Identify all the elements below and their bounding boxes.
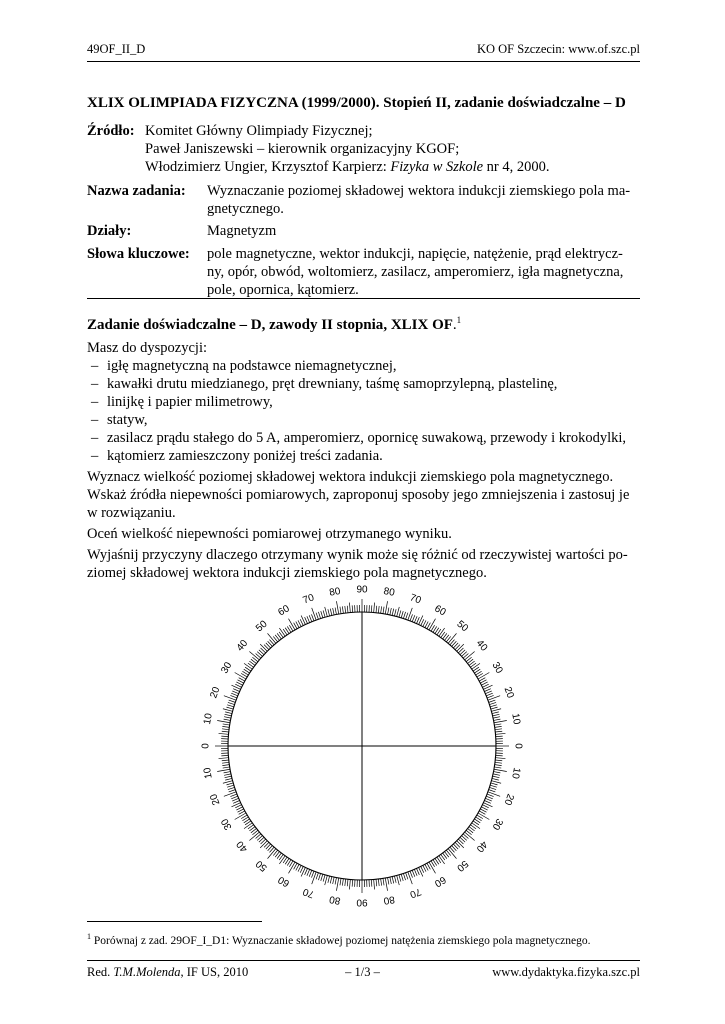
protractor-label: 70 [301, 592, 316, 607]
protractor-tick [494, 720, 507, 722]
protractor-tick [260, 644, 267, 651]
protractor-tick [225, 714, 232, 716]
keywords-line-2: ny, opór, obwód, woltomierz, zasilacz, amperomierz, igła magnetyczna, [207, 264, 624, 280]
protractor-tick [232, 691, 238, 694]
protractor-tick [490, 785, 497, 787]
protractor-label: 80 [328, 585, 342, 599]
footer-divider [87, 960, 640, 961]
protractor-tick [347, 879, 348, 886]
protractor-tick [478, 673, 489, 680]
protractor-tick [472, 823, 480, 829]
protractor-tick [489, 790, 496, 792]
protractor-tick [414, 616, 417, 622]
protractor-tick [336, 601, 338, 614]
protractor-tick [488, 792, 500, 796]
protractor-tick [231, 693, 237, 696]
protractor-tick [312, 872, 316, 884]
protractor-tick [421, 619, 424, 625]
protractor-label: 40 [234, 838, 251, 855]
protractor-tick [227, 705, 234, 707]
footnote-divider [87, 921, 262, 922]
list-item: – statyw, [91, 412, 148, 428]
protractor-tick [394, 876, 396, 883]
protractor-tick [481, 682, 487, 685]
protractor-tick [340, 607, 341, 614]
protractor-tick [235, 673, 246, 680]
protractor-tick [478, 813, 489, 820]
protractor-tick [336, 878, 338, 891]
protractor-tick [392, 877, 394, 884]
protractor-tick [492, 712, 499, 714]
protractor-label: 40 [234, 637, 251, 654]
protractor-tick [342, 879, 343, 886]
protractor-tick [223, 767, 230, 768]
protractor-tick [222, 729, 229, 730]
protractor-label: 30 [489, 816, 505, 832]
protractor-tick [490, 705, 497, 707]
protractor-tick [406, 873, 408, 880]
protractor-tick [226, 783, 233, 785]
protractor-tick [495, 729, 502, 730]
task-name-label: Nazwa zadania: [87, 183, 186, 199]
protractor-tick [491, 781, 501, 784]
protractor-label: 80 [382, 893, 396, 907]
protractor-tick [399, 610, 401, 617]
protractor-tick [410, 871, 413, 878]
protractor-tick [217, 769, 230, 771]
protractor-tick [325, 875, 328, 885]
protractor-tick [495, 726, 502, 727]
protractor-tick [495, 765, 502, 766]
footnote-text: Porównaj z zad. 29OF_I_D1: Wyznaczanie składowej poziomej natężenia ziemskiego pola magnetycznego. [91, 934, 591, 947]
protractor-tick [493, 774, 500, 775]
protractor-label: 90 [356, 584, 368, 596]
protractor-tick [485, 798, 491, 801]
protractor-tick [397, 607, 400, 617]
protractor-tick [492, 778, 499, 780]
protractor-tick [222, 765, 229, 766]
protractor-tick [328, 876, 330, 883]
protractor-tick [345, 606, 346, 613]
protractor-tick [223, 709, 233, 712]
protractor-tick [224, 792, 236, 796]
protractor-tick [423, 620, 426, 626]
protractor-tick [225, 712, 232, 714]
protractor-label: 60 [432, 873, 448, 889]
protractor-tick [223, 724, 230, 725]
protractor-tick [345, 879, 346, 886]
task-name-line-1: Wyznaczanie poziomej składowej wektora indukcji ziemskiego pola ma- [207, 183, 631, 199]
protractor-tick [487, 695, 494, 698]
protractor-tick [417, 868, 420, 874]
protractor-tick [300, 866, 303, 872]
protractor-tick [244, 823, 252, 829]
protractor-label: 80 [382, 585, 396, 599]
protractor-tick [374, 879, 375, 889]
protractor-tick [349, 603, 350, 613]
protractor-tick [397, 875, 400, 885]
protractor-tick [235, 813, 246, 820]
protractor-tick [383, 607, 384, 614]
keywords-label: Słowa kluczowe: [87, 246, 190, 262]
protractor-label: 70 [301, 885, 316, 900]
protractor-tick [223, 781, 233, 784]
list-item: – igłę magnetyczną na podstawce niemagnetycznej, [91, 358, 397, 374]
protractor-tick [224, 717, 231, 718]
protractor-tick [222, 760, 229, 761]
protractor-label: 70 [408, 592, 423, 607]
protractor-tick [335, 608, 336, 615]
paragraph-line: Wyjaśnij przyczyny dlaczego otrzymany wynik może się różnić od rzeczywistej wartości po- [87, 547, 628, 563]
protractor-tick [219, 733, 229, 734]
protractor-label: 60 [276, 873, 292, 889]
sections-label: Działy: [87, 223, 132, 239]
paragraph-line: w rozwiązaniu. [87, 505, 176, 521]
protractor-label: 20 [208, 792, 223, 807]
equipment-intro: Masz do dyspozycji: [87, 340, 208, 356]
protractor-tick [224, 772, 231, 773]
protractor-tick [279, 856, 285, 864]
protractor-label: 10 [509, 766, 523, 780]
protractor-tick [457, 644, 464, 651]
protractor-tick [311, 871, 314, 878]
protractor-tick [495, 760, 502, 761]
protractor-tick [229, 700, 236, 702]
protractor-tick [328, 609, 330, 616]
sections-value: Magnetyzm [207, 223, 277, 239]
protractor-tick [347, 606, 348, 613]
protractor-tick [493, 776, 500, 778]
protractor-tick [335, 878, 336, 885]
protractor-label: 20 [501, 685, 516, 700]
protractor-label: 60 [276, 603, 292, 619]
protractor-tick [439, 856, 445, 864]
protractor-label: 10 [509, 712, 523, 726]
protractor-label: 70 [408, 885, 423, 900]
protractor-tick [231, 796, 237, 799]
protractor-tick [394, 609, 396, 616]
protractor-label: 30 [489, 660, 505, 676]
list-item: – kawałki drutu miedzianego, pręt drewniany, taśmę samoprzylepną, plastelinę, [91, 376, 558, 392]
footer-left: Red. T.M.Molenda, IF US, 2010 [87, 965, 249, 979]
protractor-tick [390, 608, 391, 615]
protractor-tick [340, 878, 341, 885]
protractor-tick [305, 617, 308, 623]
protractor-tick [307, 869, 310, 875]
protractor-tick [491, 707, 498, 709]
protractor-tick [494, 767, 501, 768]
protractor-tick [219, 758, 229, 759]
protractor-tick [482, 805, 488, 808]
protractor-tick [417, 617, 420, 623]
protractor-tick [224, 774, 231, 775]
protractor-tick [260, 841, 267, 848]
protractor-tick [230, 794, 237, 797]
protractor-tick [494, 724, 501, 725]
protractor-label: 10 [201, 712, 215, 726]
protractor-tick [311, 614, 314, 621]
protractor-tick [349, 879, 350, 889]
protractor-tick [222, 726, 229, 727]
protractor-label: 80 [328, 893, 342, 907]
protractor-tick [403, 873, 405, 880]
protractor-label: 50 [454, 857, 471, 874]
protractor-tick [298, 865, 301, 871]
protractor-tick [487, 794, 494, 797]
protractor-tick [378, 879, 379, 886]
protractor-label: 40 [473, 637, 490, 654]
protractor-tick [481, 807, 487, 810]
title-stage: . Stopień II [375, 95, 448, 111]
protractor-label: 20 [501, 792, 516, 807]
protractor-tick [429, 619, 436, 630]
protractor-tick [222, 731, 229, 732]
protractor-tick [323, 875, 325, 882]
protractor-tick [224, 719, 231, 720]
protractor-tick [390, 877, 391, 884]
protractor-label: 90 [356, 896, 368, 908]
protractor-tick [381, 606, 382, 613]
protractor-tick [493, 714, 500, 716]
protractor-tick [489, 700, 496, 702]
protractor-tick [309, 870, 312, 876]
protractor-tick [298, 620, 301, 626]
protractor-label: 0 [200, 743, 212, 749]
protractor-tick [222, 762, 229, 763]
protractor-tick [406, 613, 408, 620]
protractor-tick [429, 862, 436, 873]
protractor-tick [493, 717, 500, 718]
protractor-label: 60 [432, 603, 448, 619]
protractor-tick [414, 869, 417, 875]
paragraph-line: Oceń wielkość niepewności pomiarowej otrzymanego wyniku. [87, 526, 452, 542]
protractor-tick [485, 691, 491, 694]
protractor-label: 30 [219, 816, 235, 832]
header-right: KO OF Szczecin: www.of.szc.pl [476, 42, 640, 56]
paragraph-line: ziomej składowej wektora indukcji ziemskiego pola magnetycznego. [87, 565, 487, 581]
protractor-tick [423, 865, 426, 871]
protractor-tick [330, 877, 332, 884]
protractor-tick [491, 783, 498, 785]
protractor-tick [378, 606, 379, 613]
protractor-tick [225, 776, 232, 778]
source-line-1: Komitet Główny Olimpiady Fizycznej; [145, 123, 373, 139]
keywords-line-3: pole, opornica, kątomierz. [207, 282, 359, 298]
protractor-tick [494, 769, 507, 771]
protractor-tick [408, 608, 412, 620]
protractor-tick [307, 616, 310, 622]
protractor-tick [229, 790, 236, 792]
protractor-tick [312, 608, 316, 620]
protractor-tick [484, 801, 490, 804]
footnote-mark: 1 [87, 932, 91, 941]
protractor-tick [217, 720, 230, 722]
protractor-tick [412, 615, 415, 621]
protractor-tick [232, 798, 238, 801]
protractor-tick [486, 693, 492, 696]
source-line-3: Włodzimierz Ungier, Krzysztof Karpierz: Fizyka w Szkole nr 4, 2000. [145, 159, 550, 175]
protractor-tick [385, 878, 387, 891]
protractor-tick [399, 875, 401, 882]
protractor-tick [489, 702, 496, 704]
paragraph-line: Wskaż źródła niepewności pomiarowych, zaproponuj sposoby jego zmniejszenia i zastosuj je [87, 487, 630, 503]
protractor-tick [410, 614, 413, 621]
task-name-line-2: gnetycznego. [207, 201, 284, 217]
source-label: Źródło: [87, 123, 135, 139]
protractor-tick [484, 689, 490, 692]
protractor-tick [488, 696, 500, 700]
footer-right: www.dydaktyka.fizyka.szc.pl [492, 965, 640, 979]
protractor-tick [381, 879, 382, 886]
protractor-tick [279, 628, 285, 636]
footnote-reference: 1 [456, 315, 462, 325]
protractor-tick [233, 801, 239, 804]
protractor-label: 10 [201, 766, 215, 780]
protractor-tick [401, 874, 403, 881]
protractor-tick [323, 610, 325, 617]
paragraph-line: Wyznacz wielkość poziomej składowej wektora indukcji ziemskiego pola magnetycznego. [87, 469, 614, 485]
protractor-tick [325, 607, 328, 617]
protractor-tick [486, 796, 492, 799]
protractor-label: 20 [208, 685, 223, 700]
protractor-label: 50 [454, 618, 471, 635]
protractor-tick [309, 615, 312, 621]
protractor-tick [376, 879, 377, 886]
protractor-tick [228, 702, 235, 704]
protractor-tick [495, 762, 502, 763]
protractor-tick [289, 619, 296, 630]
protractor-tick [401, 611, 403, 618]
protractor-tick [439, 628, 445, 636]
protractor-tick [457, 841, 464, 848]
protractor-tick [388, 878, 389, 885]
protractor-tick [494, 719, 501, 720]
protractor-tick [316, 873, 318, 880]
protractor-tick [482, 684, 488, 687]
list-item: – linijkę i papier milimetrowy, [91, 394, 273, 410]
protractor-tick [385, 601, 387, 614]
protractor-tick [305, 868, 308, 874]
protractor-tick [321, 611, 323, 618]
keywords-line-1: pole magnetyczne, wektor indukcji, napięcie, natężenie, prąd elektrycz- [207, 246, 623, 262]
protractor-tick [235, 805, 241, 808]
protractor-label: 0 [512, 743, 524, 749]
protractor-tick [403, 612, 405, 619]
protractor-tick [342, 606, 343, 613]
footnote [87, 932, 591, 947]
protractor-tick [300, 619, 303, 625]
protractor-tick [408, 872, 412, 884]
protractor-tick [224, 696, 236, 700]
protractor-tick [495, 758, 505, 759]
protractor-tick [318, 612, 320, 619]
protractor-tick [376, 606, 377, 613]
header-left: 49OF_II_D [87, 42, 146, 56]
protractor-tick [227, 785, 234, 787]
protractor-tick [236, 807, 242, 810]
task-subtitle: Zadanie doświadczalne – D, zawody II stopnia, XLIX OF.$^1$ [87, 315, 462, 333]
protractor-tick [388, 608, 389, 615]
list-item: – kątomierz zamieszczony poniżej treści zadania. [91, 448, 383, 464]
list-item: – zasilacz prądu stałego do 5 A, amperomierz, opornicę suwakową, przewody i krokodylki, [91, 430, 627, 446]
protractor-tick [228, 787, 235, 789]
protractor-tick [289, 862, 296, 873]
protractor-tick [494, 772, 501, 773]
protractor-tick [412, 870, 415, 876]
protractor-tick [318, 873, 320, 880]
protractor-tick [333, 877, 334, 884]
protractor-label: 50 [253, 857, 270, 874]
protractor-tick [233, 689, 239, 692]
protractor-label: 40 [473, 838, 490, 855]
protractor-tick [489, 787, 496, 789]
title-olympiad: XLIX OLIMPIADA FIZYCZNA (1999/2000) [87, 95, 376, 111]
protractor-tick [421, 866, 424, 872]
protractor-tick [226, 707, 233, 709]
protractor-tick [333, 608, 334, 615]
protractor-tick [244, 663, 252, 669]
protractor-tick [225, 778, 232, 780]
protractor-tick [392, 609, 394, 616]
protractor-tick [495, 731, 502, 732]
protractor-label: 50 [253, 618, 270, 635]
protractor-tick [374, 603, 375, 613]
protractor-tick [235, 684, 241, 687]
protractor-tick [383, 878, 384, 885]
protractor-label: 30 [219, 660, 235, 676]
protractor-tick [321, 874, 323, 881]
protractor-tick [472, 663, 480, 669]
protractor-tick [330, 609, 332, 616]
source-line-2: Paweł Janiszewski – kierownik organizacyjny KGOF; [145, 141, 460, 157]
title-task: , zadanie doświadczalne – D [447, 95, 626, 111]
protractor-tick [316, 613, 318, 620]
page-number: – 1/3 – [345, 965, 380, 979]
protractor-tick [236, 682, 242, 685]
protractor-tick [495, 733, 505, 734]
protractor-tick [230, 695, 237, 698]
protractor-tick [491, 709, 501, 712]
